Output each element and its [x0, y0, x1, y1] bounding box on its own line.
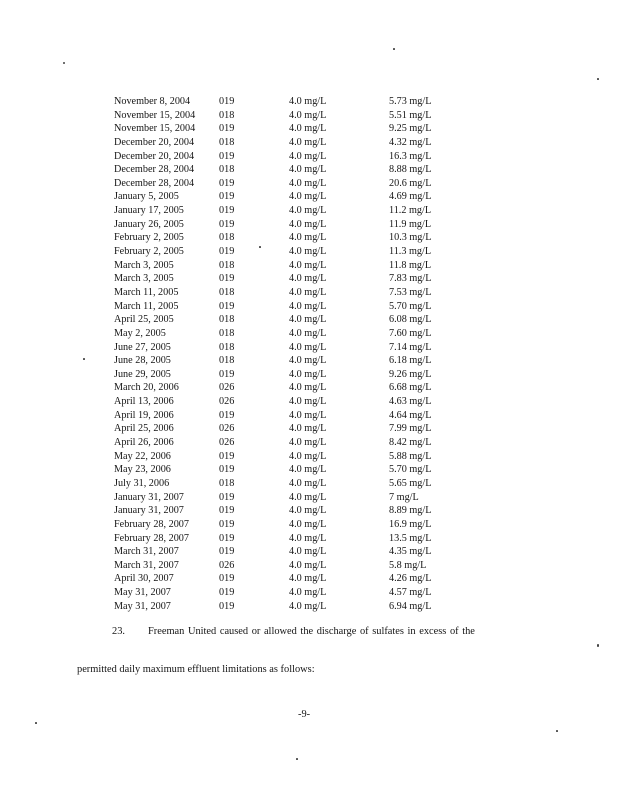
permit-limit: 4.0 mg/L	[289, 286, 327, 298]
permit-limit: 4.0 mg/L	[289, 546, 327, 558]
sample-date: April 30, 2007	[114, 573, 174, 585]
measured-value: 5.51 mg/L	[389, 109, 432, 121]
outfall-number: 026	[219, 437, 235, 449]
paragraph-number: 23.	[112, 626, 125, 637]
outfall-number: 019	[219, 150, 235, 162]
table-row	[114, 245, 464, 259]
sample-date: April 19, 2006	[114, 409, 174, 421]
permit-limit: 4.0 mg/L	[289, 396, 327, 408]
outfall-number: 018	[219, 355, 235, 367]
measured-value: 5.70 mg/L	[389, 464, 432, 476]
outfall-number: 019	[219, 218, 235, 230]
paragraph-23-line-2: permitted daily maximum effluent limitations as follows:	[77, 664, 315, 675]
outfall-number: 026	[219, 396, 235, 408]
scan-speck	[597, 644, 599, 647]
table-row	[114, 559, 464, 573]
table-row	[114, 450, 464, 464]
measured-value: 7.60 mg/L	[389, 327, 432, 339]
sample-date: May 31, 2007	[114, 587, 171, 599]
measured-value: 11.9 mg/L	[389, 218, 432, 230]
scan-speck	[393, 48, 395, 50]
sample-date: January 26, 2005	[114, 218, 184, 230]
measured-value: 7 mg/L	[389, 491, 419, 503]
table-row	[114, 218, 464, 232]
outfall-number: 019	[219, 368, 235, 380]
outfall-number: 018	[219, 286, 235, 298]
measured-value: 7.99 mg/L	[389, 423, 432, 435]
permit-limit: 4.0 mg/L	[289, 409, 327, 421]
measured-value: 5.70 mg/L	[389, 300, 432, 312]
scan-speck	[35, 722, 37, 724]
sample-date: December 20, 2004	[114, 150, 195, 162]
outfall-number: 019	[219, 600, 235, 612]
measured-value: 6.18 mg/L	[389, 355, 432, 367]
sample-date: March 31, 2007	[114, 559, 179, 571]
measured-value: 5.73 mg/L	[389, 96, 432, 107]
measured-value: 4.35 mg/L	[389, 546, 432, 558]
sample-date: January 31, 2007	[114, 505, 184, 517]
table-row	[114, 122, 464, 136]
measured-value: 5.88 mg/L	[389, 450, 432, 462]
permit-limit: 4.0 mg/L	[289, 587, 327, 599]
outfall-number: 019	[219, 191, 235, 203]
permit-limit: 4.0 mg/L	[289, 136, 327, 148]
sample-date: December 20, 2004	[114, 136, 195, 148]
measured-value: 16.3 mg/L	[389, 150, 432, 162]
permit-limit: 4.0 mg/L	[289, 423, 327, 435]
measured-value: 6.94 mg/L	[389, 600, 432, 612]
permit-limit: 4.0 mg/L	[289, 232, 327, 244]
permit-limit: 4.0 mg/L	[289, 559, 327, 571]
permit-limit: 4.0 mg/L	[289, 259, 327, 271]
table-row	[114, 177, 464, 191]
sample-date: April 25, 2005	[114, 314, 174, 326]
table-row	[114, 491, 464, 505]
measured-value: 6.68 mg/L	[389, 382, 432, 394]
table-row	[114, 545, 464, 559]
sample-date: December 28, 2004	[114, 177, 195, 189]
outfall-number: 019	[219, 491, 235, 503]
outfall-number: 019	[219, 450, 235, 462]
measured-value: 7.53 mg/L	[389, 286, 432, 298]
permit-limit: 4.0 mg/L	[289, 300, 327, 312]
measured-value: 4.64 mg/L	[389, 409, 432, 421]
table-row	[114, 368, 464, 382]
table-row	[114, 354, 464, 368]
sample-date: May 22, 2006	[114, 450, 171, 462]
permit-limit: 4.0 mg/L	[289, 505, 327, 517]
permit-limit: 4.0 mg/L	[289, 437, 327, 449]
permit-limit: 4.0 mg/L	[289, 341, 327, 353]
table-row	[114, 586, 464, 600]
sample-date: May 23, 2006	[114, 464, 171, 476]
outfall-number: 019	[219, 505, 235, 517]
sample-date: March 3, 2005	[114, 273, 174, 285]
sample-date: February 28, 2007	[114, 518, 189, 530]
outfall-number: 019	[219, 532, 235, 544]
measured-value: 7.14 mg/L	[389, 341, 432, 353]
outfall-number: 019	[219, 300, 235, 312]
permit-limit: 4.0 mg/L	[289, 600, 327, 612]
sample-date: June 27, 2005	[114, 341, 171, 353]
permit-limit: 4.0 mg/L	[289, 491, 327, 503]
sample-date: March 20, 2006	[114, 382, 179, 394]
discharge-violations-table	[114, 95, 464, 613]
outfall-number: 018	[219, 259, 235, 271]
sample-date: May 31, 2007	[114, 600, 171, 612]
permit-limit: 4.0 mg/L	[289, 164, 327, 176]
permit-limit: 4.0 mg/L	[289, 218, 327, 230]
measured-value: 4.69 mg/L	[389, 191, 432, 203]
measured-value: 5.8 mg/L	[389, 559, 427, 571]
outfall-number: 019	[219, 587, 235, 599]
table-row	[114, 409, 464, 423]
measured-value: 4.32 mg/L	[389, 136, 432, 148]
sample-date: March 11, 2005	[114, 300, 179, 312]
sample-date: March 31, 2007	[114, 546, 179, 558]
table-row	[114, 231, 464, 245]
table-row	[114, 477, 464, 491]
table-row	[114, 136, 464, 150]
measured-value: 8.89 mg/L	[389, 505, 432, 517]
sample-date: January 17, 2005	[114, 205, 184, 217]
table-row	[114, 600, 464, 614]
measured-value: 7.83 mg/L	[389, 273, 432, 285]
sample-date: June 29, 2005	[114, 368, 171, 380]
outfall-number: 019	[219, 409, 235, 421]
outfall-number: 019	[219, 177, 235, 189]
table-row	[114, 259, 464, 273]
permit-limit: 4.0 mg/L	[289, 382, 327, 394]
sample-date: March 11, 2005	[114, 286, 179, 298]
measured-value: 9.26 mg/L	[389, 368, 432, 380]
outfall-number: 019	[219, 246, 235, 258]
outfall-number: 019	[219, 205, 235, 217]
table-row	[114, 109, 464, 123]
permit-limit: 4.0 mg/L	[289, 464, 327, 476]
outfall-number: 018	[219, 327, 235, 339]
permit-limit: 4.0 mg/L	[289, 205, 327, 217]
outfall-number: 026	[219, 382, 235, 394]
sample-date: January 31, 2007	[114, 491, 184, 503]
table-row	[114, 327, 464, 341]
outfall-number: 019	[219, 96, 235, 107]
table-row	[114, 504, 464, 518]
permit-limit: 4.0 mg/L	[289, 191, 327, 203]
permit-limit: 4.0 mg/L	[289, 177, 327, 189]
sample-date: April 25, 2006	[114, 423, 174, 435]
permit-limit: 4.0 mg/L	[289, 450, 327, 462]
permit-limit: 4.0 mg/L	[289, 355, 327, 367]
sample-date: February 2, 2005	[114, 232, 184, 244]
permit-limit: 4.0 mg/L	[289, 368, 327, 380]
outfall-number: 018	[219, 314, 235, 326]
outfall-number: 018	[219, 232, 235, 244]
table-row	[114, 463, 464, 477]
permit-limit: 4.0 mg/L	[289, 123, 327, 135]
measured-value: 4.57 mg/L	[389, 587, 432, 599]
measured-value: 11.2 mg/L	[389, 205, 432, 217]
table-row	[114, 381, 464, 395]
outfall-number: 018	[219, 477, 235, 489]
table-row	[114, 395, 464, 409]
measured-value: 8.88 mg/L	[389, 164, 432, 176]
table-row	[114, 95, 464, 109]
measured-value: 6.08 mg/L	[389, 314, 432, 326]
scan-speck	[556, 730, 558, 732]
sample-date: May 2, 2005	[114, 327, 166, 339]
table-row	[114, 341, 464, 355]
table-row	[114, 150, 464, 164]
scan-speck	[83, 358, 85, 360]
outfall-number: 019	[219, 123, 235, 135]
outfall-number: 018	[219, 341, 235, 353]
permit-limit: 4.0 mg/L	[289, 477, 327, 489]
sample-date: July 31, 2006	[114, 477, 170, 489]
permit-limit: 4.0 mg/L	[289, 314, 327, 326]
measured-value: 13.5 mg/L	[389, 532, 432, 544]
sample-date: November 8, 2004	[114, 96, 191, 107]
measured-value: 8.42 mg/L	[389, 437, 432, 449]
scan-speck	[259, 246, 261, 248]
scan-speck	[296, 758, 298, 760]
permit-limit: 4.0 mg/L	[289, 109, 327, 121]
sample-date: March 3, 2005	[114, 259, 174, 271]
outfall-number: 019	[219, 273, 235, 285]
permit-limit: 4.0 mg/L	[289, 246, 327, 258]
sample-date: February 2, 2005	[114, 246, 184, 258]
table-row	[114, 436, 464, 450]
sample-date: June 28, 2005	[114, 355, 171, 367]
sample-date: April 13, 2006	[114, 396, 174, 408]
page-number: -9-	[298, 709, 311, 720]
measured-value: 4.63 mg/L	[389, 396, 432, 408]
permit-limit: 4.0 mg/L	[289, 573, 327, 585]
table-row	[114, 422, 464, 436]
table-row	[114, 190, 464, 204]
measured-value: 20.6 mg/L	[389, 177, 432, 189]
measured-value: 5.65 mg/L	[389, 477, 432, 489]
permit-limit: 4.0 mg/L	[289, 532, 327, 544]
permit-limit: 4.0 mg/L	[289, 273, 327, 285]
outfall-number: 018	[219, 164, 235, 176]
sample-date: February 28, 2007	[114, 532, 189, 544]
outfall-number: 018	[219, 136, 235, 148]
paragraph-23-line-1	[112, 626, 475, 637]
outfall-number: 026	[219, 559, 235, 571]
table-row	[114, 300, 464, 314]
sample-date: November 15, 2004	[114, 123, 196, 135]
permit-limit: 4.0 mg/L	[289, 518, 327, 530]
scan-speck	[63, 62, 65, 64]
measured-value: 9.25 mg/L	[389, 123, 432, 135]
table-row	[114, 272, 464, 286]
sample-date: April 26, 2006	[114, 437, 174, 449]
permit-limit: 4.0 mg/L	[289, 96, 327, 107]
table-row	[114, 518, 464, 532]
table-row	[114, 286, 464, 300]
scan-speck	[597, 78, 599, 80]
sample-date: December 28, 2004	[114, 164, 195, 176]
table-row	[114, 204, 464, 218]
measured-value: 4.26 mg/L	[389, 573, 432, 585]
outfall-number: 019	[219, 518, 235, 530]
outfall-number: 019	[219, 546, 235, 558]
outfall-number: 019	[219, 464, 235, 476]
permit-limit: 4.0 mg/L	[289, 150, 327, 162]
table-row	[114, 163, 464, 177]
table-row	[114, 532, 464, 546]
sample-date: November 15, 2004	[114, 109, 196, 121]
table-row	[114, 313, 464, 327]
measured-value: 10.3 mg/L	[389, 232, 432, 244]
outfall-number: 018	[219, 109, 235, 121]
paragraph-text-line-1: Freeman United caused or allowed the discharge of sulfates in excess of the	[148, 626, 475, 637]
measured-value: 16.9 mg/L	[389, 518, 432, 530]
measured-value: 11.8 mg/L	[389, 259, 432, 271]
outfall-number: 019	[219, 573, 235, 585]
outfall-number: 026	[219, 423, 235, 435]
sample-date: January 5, 2005	[114, 191, 179, 203]
permit-limit: 4.0 mg/L	[289, 327, 327, 339]
table-row	[114, 572, 464, 586]
measured-value: 11.3 mg/L	[389, 246, 432, 258]
